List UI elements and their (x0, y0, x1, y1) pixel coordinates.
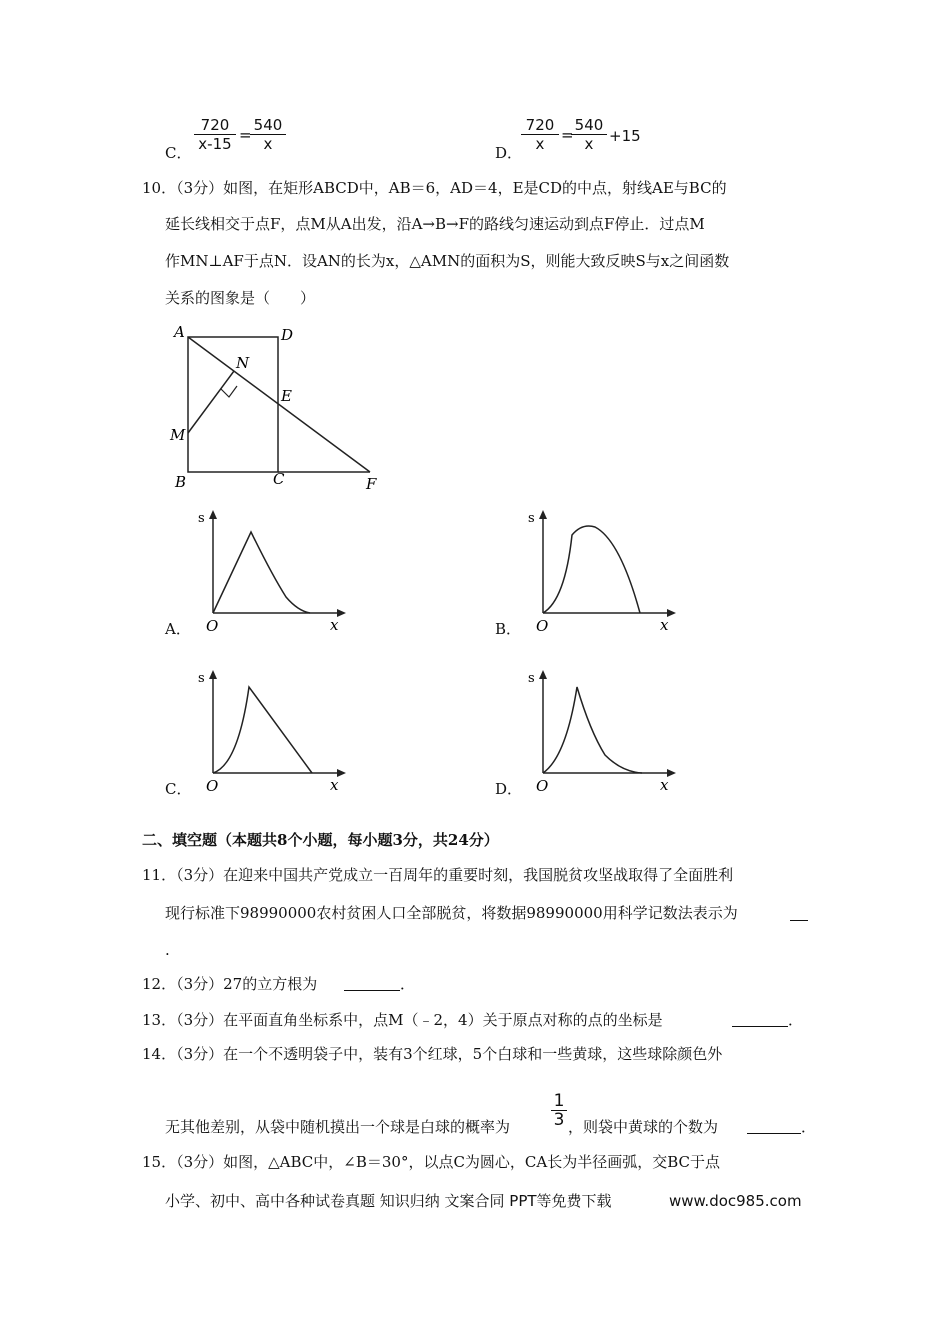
x-label: x (660, 616, 669, 634)
curve (543, 687, 642, 773)
y-axis-arrow (209, 510, 217, 519)
origin-label: O (206, 617, 219, 635)
label-n: N (236, 354, 250, 372)
segment-mn (188, 371, 234, 433)
graph-a (190, 505, 350, 635)
origin-label: O (536, 617, 549, 635)
q11-line3: . (165, 941, 170, 959)
y-axis-arrow (539, 510, 547, 519)
fraction-numerator: 720 (194, 116, 236, 135)
q14-line1: 14．（3分）在一个不透明袋子中，装有3个红球，5个白球和一些黄球，这些球除颜色外 (142, 1045, 723, 1063)
fraction-c-right (250, 116, 286, 153)
x-label: x (660, 776, 669, 794)
curve (213, 687, 312, 773)
q11-line2: 现行标准下98990000农村贫困人口全部脱贫，将数据98990000用科学记数法表示为 (165, 904, 738, 922)
q14-end: ． (801, 1118, 817, 1136)
s-label: s (528, 511, 535, 526)
fraction-denominator: x (584, 135, 594, 153)
graph-b (520, 505, 680, 635)
fraction-denominator: x (535, 135, 545, 153)
answer-blank (344, 976, 400, 991)
section-title: 二、填空题（本题共8个小题，每小题3分，共24分） (142, 831, 499, 849)
q14-line2-pre: 无其他差别，从袋中随机摸出一个球是白球的概率为 (165, 1118, 511, 1136)
curve (213, 532, 310, 613)
x-label: x (330, 776, 339, 794)
fraction-numerator: 540 (250, 116, 286, 135)
q10-line1: 10．（3分）如图，在矩形ABCD中，AB＝6，AD＝4，E是CD的中点，射线AE与BC的 (142, 179, 727, 197)
graph-d (520, 665, 680, 795)
rectangle-abcd (188, 337, 278, 472)
s-label: s (198, 671, 205, 686)
x-label: x (330, 616, 339, 634)
footer-text: 小学、初中、高中各种试卷真题 知识归纳 文案合同 PPT等免费下载 (165, 1192, 612, 1210)
option-c-label: C． (165, 144, 192, 162)
origin-label: O (206, 777, 219, 795)
fraction-d-right (571, 116, 607, 153)
q10-line2: 延长线相交于点F，点M从A出发，沿A→B→F的路线匀速运动到点F停止．过点M (165, 215, 705, 233)
q12-text: 12．（3分）27的立方根为 (142, 975, 318, 993)
y-axis-arrow (539, 670, 547, 679)
probability-fraction (551, 1092, 567, 1129)
q12-end: ． (400, 975, 416, 993)
label-m: M (170, 426, 186, 444)
label-e: E (281, 387, 292, 405)
equals-sign: = (239, 126, 252, 144)
plus-fifteen: +15 (609, 127, 641, 145)
option-d-label: D． (495, 144, 523, 162)
graph-option-a-label: A． (165, 620, 191, 638)
fraction-denominator: x (263, 135, 273, 153)
fraction-denominator: 3 (553, 1110, 565, 1130)
s-label: s (528, 671, 535, 686)
fraction-numerator: 540 (571, 116, 607, 135)
q13-end: ． (788, 1011, 804, 1029)
answer-blank (732, 1012, 788, 1027)
footer-url[interactable]: www.doc985.com (669, 1192, 802, 1210)
fraction-numerator: 1 (551, 1092, 567, 1111)
label-c: C (273, 470, 285, 488)
graph-option-c-label: C． (165, 780, 192, 798)
right-angle-mark (221, 386, 237, 397)
graph-option-b-label: B． (495, 620, 522, 638)
q10-line4: 关系的图象是（ ） (165, 289, 316, 307)
q15-line1: 15．（3分）如图，△ABC中，∠B＝30°，以点C为圆心，CA长为半径画弧，交BC于点 (142, 1153, 721, 1171)
answer-blank (790, 906, 808, 921)
graph-c (190, 665, 350, 795)
curve (543, 526, 640, 613)
q10-line3: 作MN⊥AF于点N．设AN的长为x，△AMN的面积为S，则能大致反映S与x之间函数 (165, 252, 730, 270)
s-label: s (198, 511, 205, 526)
q13-text: 13．（3分）在平面直角坐标系中，点M（﹣2，4）关于原点对称的点的坐标是 (142, 1011, 663, 1029)
y-axis-arrow (209, 670, 217, 679)
fraction-numerator: 720 (521, 116, 559, 135)
label-d: D (281, 326, 294, 344)
fraction-c-left (194, 116, 236, 153)
ray-ae (188, 337, 370, 472)
graph-option-d-label: D． (495, 780, 523, 798)
rectangle-figure (160, 320, 400, 500)
label-f: F (366, 475, 377, 493)
fraction-denominator: x-15 (198, 135, 232, 153)
q11-line1: 11．（3分）在迎来中国共产党成立一百周年的重要时刻，我国脱贫攻坚战取得了全面胜利 (142, 866, 734, 884)
fraction-d-left (521, 116, 559, 153)
answer-blank (747, 1119, 801, 1134)
label-b: B (175, 473, 187, 491)
q14-line2-post: ，则袋中黄球的个数为 (568, 1118, 719, 1136)
label-a: A (174, 323, 185, 341)
origin-label: O (536, 777, 549, 795)
equals-sign: = (561, 126, 574, 144)
